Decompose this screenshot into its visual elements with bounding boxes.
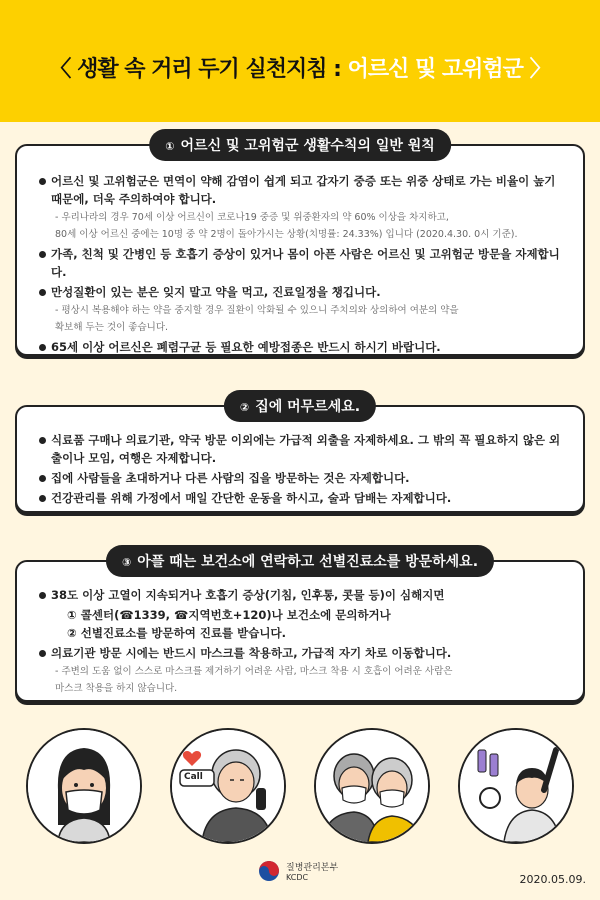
note: 마스크 착용을 하지 않습니다. — [55, 683, 178, 694]
section-2-heading — [224, 390, 376, 422]
illustration-exercise — [458, 728, 574, 844]
list-item: 가족, 친척 및 간병인 등 호흡기 증상이 있거나 몸이 아픈 사람은 어르신 및 고위험군 방문을 자제합니다. — [37, 245, 563, 281]
section-3-card — [15, 554, 585, 702]
note: - 평상시 복용해야 하는 약을 중지할 경우 질환이 악화될 수 있으니 주치의와 상의하여 여분의 약을 — [55, 305, 459, 316]
step-item: ② 선별진료소를 방문하여 진료를 받습니다. — [67, 626, 286, 640]
section-1-card — [15, 138, 585, 356]
step-item: ① 콜센터(☎1339, ☎지역번호+120)나 보건소에 문의하거나 — [67, 608, 391, 622]
section-2-card — [15, 399, 585, 513]
section-3-heading — [106, 545, 494, 577]
page-title — [0, 52, 600, 83]
illustration-masked-woman — [26, 728, 142, 844]
kcdc-logo — [258, 860, 338, 882]
note: 80세 이상 어르신 중에는 10명 중 약 2명이 돌아가시는 상황(치명률: 24.33%) 입니다 (2020.4.30. 0시 기준). — [55, 229, 518, 240]
section-2-number: ② — [239, 401, 250, 414]
call-label: Call — [184, 772, 203, 782]
org-name-en: KCDC — [286, 873, 309, 882]
list-item: 의료기관 방문 시에는 반드시 마스크를 착용하고, 가급적 자기 차로 이동합니다. — [37, 644, 563, 662]
list-item: 어르신 및 고위험군은 면역이 약해 감염이 쉽게 되고 갑자기 중증 또는 위중 상태로 가는 비율이 높기 때문에, 더욱 주의하여야 합니다. — [37, 172, 563, 208]
publish-date: 2020.05.09. — [519, 873, 586, 886]
list-item: 식료품 구매나 의료기관, 약국 방문 이외에는 가급적 외출을 자제하세요. 그 밖의 꼭 필요하지 않은 외출이나 모임, 여행은 자제합니다. — [37, 431, 563, 467]
list-item: 만성질환이 있는 분은 잊지 말고 약을 먹고, 진료일정을 챙깁니다. — [37, 283, 563, 301]
section-2-title: 집에 머무르세요. — [255, 399, 361, 415]
title-main: 〈 생활 속 거리 두기 실천지침 : — [49, 57, 348, 82]
section-2-list — [17, 407, 583, 507]
section-1-title: 어르신 및 고위험군 생활수칙의 일반 원칙 — [180, 138, 435, 154]
list-item: 38도 이상 고열이 지속되거나 호흡기 증상(기침, 인후통, 콧물 등)이 심해지면 — [37, 586, 563, 604]
note: 확보해 두는 것이 좋습니다. — [55, 322, 169, 333]
note: - 주변의 도움 없이 스스로 마스크를 제거하기 어려운 사람, 마스크 착용 시 호흡이 어려운 사람은 — [55, 666, 453, 677]
section-3-title: 아플 때는 보건소에 연락하고 선별진료소를 방문하세요. — [137, 554, 479, 570]
taegeuk-icon — [258, 860, 280, 882]
illustration-elderly-call — [170, 728, 286, 844]
section-1-list — [17, 146, 583, 356]
section-1-number: ① — [165, 140, 175, 153]
org-name-ko: 질병관리본부 — [286, 863, 339, 873]
section-3-number: ③ — [121, 556, 132, 569]
list-item: 집에 사람들을 초대하거나 다른 사람의 집을 방문하는 것은 자제합니다. — [37, 469, 563, 487]
section-3-list — [17, 562, 583, 697]
section-1-heading — [149, 129, 451, 161]
title-highlight: 어르신 및 고위험군 〉 — [347, 57, 551, 82]
note: - 우리나라의 경우 70세 이상 어르신이 코로나19 중증 및 위중환자의 약 60% 이상을 차지하고, — [55, 212, 449, 223]
list-item: 건강관리를 위해 가정에서 매일 간단한 운동을 하시고, 술과 담배는 자제합니다. — [37, 489, 563, 507]
illustration-elderly-couple — [314, 728, 430, 844]
list-item: 65세 이상 어르신은 폐렴구균 등 필요한 예방접종은 반드시 하시기 바랍니다. — [37, 338, 563, 356]
